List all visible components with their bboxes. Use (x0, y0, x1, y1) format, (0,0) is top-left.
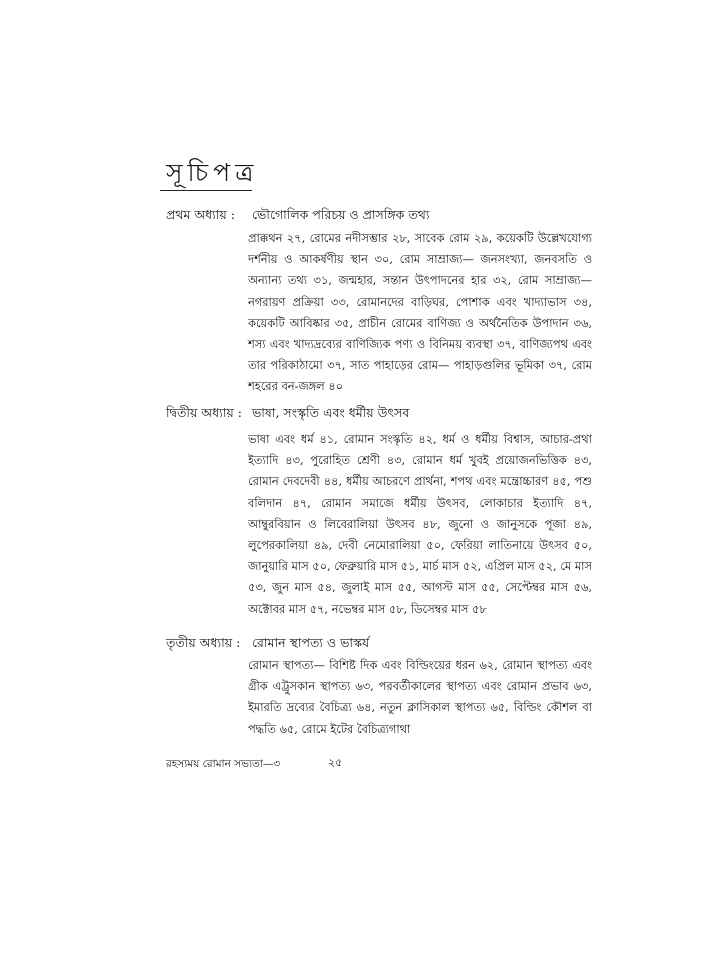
chapter-1-label: প্রথম অধ্যায় : (166, 207, 235, 222)
chapter-3-heading (166, 633, 596, 653)
chapter-2-contents: ভাষা এবং ধর্ম ৪১, রোমান সংস্কৃতি ৪২, ধর্ম ও ধর্মীয় বিশ্বাস, আচার-প্রথা ইত্যাদি ৪৩, পুরোহিত শ্রেণী ৪৩, রোমান ধর্ম খুবই প্রয়োজনভিত্তিক ৪৩, রোমান দেবদেবী ৪৪, ধর্মীয় আচরণে প্রার্থনা, শপথ এবং মন্ত্রোচ্চারণ ৪৫, পশু বলিদান ৪৭, রোমান সমাজে ধর্মীয় উৎসব, লোকাচার ইত্যাদি ৪৭, আম্বুরবিয়ান ও লিবেরালিয়া উৎসব ৪৮, জুনো ও জানুসকে পূজা ৪৯, লুপেরকালিয়া ৪৯, দেবী নেমোরালিয়া ৫০, ফেরিয়া লাতিনায়ে উৎসব ৫০, জানুয়ারি মাস ৫০, ফেব্রুয়ারি মাস ৫১, মার্চ মাস ৫২, এপ্রিল মাস ৫২, মে মাস ৫৩, জুন মাস ৫৪, জুলাই মাস ৫৫, আগস্ট মাস ৫৫, সেপ্টেম্বর মাস ৫৬, অক্টোবর মাস ৫৭, নভেম্বর মাস ৫৮, ডিসেম্বর মাস ৫৮ (248, 432, 592, 616)
page-number: ২৫ (328, 756, 343, 769)
chapter-3-title: রোমান স্থাপত্য ও ভাস্কর্য (251, 635, 370, 650)
toc-heading: সূচিপত্র (166, 158, 259, 187)
running-footer-title: রহস্যময় রোমান সভ্যতা—৩ (166, 758, 281, 770)
chapter-3-contents: রোমান স্থাপত্য— বিশিষ্ট দিক এবং বিল্ডিংয়ের ধরন ৬২, রোমান স্থাপত্য এবং গ্রীক এট্রুসকান স্থাপত্য ৬৩, পরবর্তীকালের স্থাপত্য এবং রোমান প্রভাব ৬৩, ইমারতি দ্রব্যের বৈচিত্র্য ৬৪, নতুন ক্লাসিকাল স্থাপত্য ৬৫, বিল্ডিং কৌশল বা পদ্ধতি ৬৫, রোমে ইটের বৈচিত্র্যগাথা (248, 658, 592, 736)
chapter-2-title: ভাষা, সংস্কৃতি এবং ধর্মীয় উৎসব (251, 405, 410, 420)
chapter-3-label: তৃতীয় অধ্যায় : (166, 635, 241, 650)
chapter-2-label: দ্বিতীয় অধ্যায় : (166, 405, 242, 420)
heading-underline (160, 190, 252, 191)
chapter-2-heading (166, 403, 596, 423)
chapter-1-heading (166, 205, 596, 225)
chapter-1-title: ভৌগোলিক পরিচয় ও প্রাসঙ্গিক তথ্য (251, 207, 430, 222)
chapter-1-contents: প্রাক্কথন ২৭, রোমের নদীসম্ভার ২৮, সাবেক রোম ২৯, কয়েকটি উল্লেখযোগ্য দর্শনীয় ও আকর্ষণীয় স্থান ৩০, রোম সাম্রাজ্য— জনসংখ্যা, জনবসতি ও অন্যান্য তথ্য ৩১, জন্মহার, সন্তান উৎপাদনের হার ৩২, রোম সাম্রাজ্য— নগরায়ণ প্রক্রিয়া ৩৩, রোমানদের বাড়িঘর, পোশাক এবং খাদ্যাভাস ৩৪, কয়েকটি আবিষ্কার ৩৫, প্রাচীন রোমের বাণিজ্য ও অর্থনৈতিক উপাদান ৩৬, শস্য এবং খাদ্যদ্রব্যের বাণিজ্যিক পণ্য ও বিনিময় ব্যবস্থা ৩৭, বাণিজ্যপথ এবং তার পরিকাঠামো ৩৭, সাত পাহাড়ের রোম— পাহাড়গুলির ভূমিকা ৩৭, রোম শহরের বন-জঙ্গল ৪০ (248, 231, 592, 394)
